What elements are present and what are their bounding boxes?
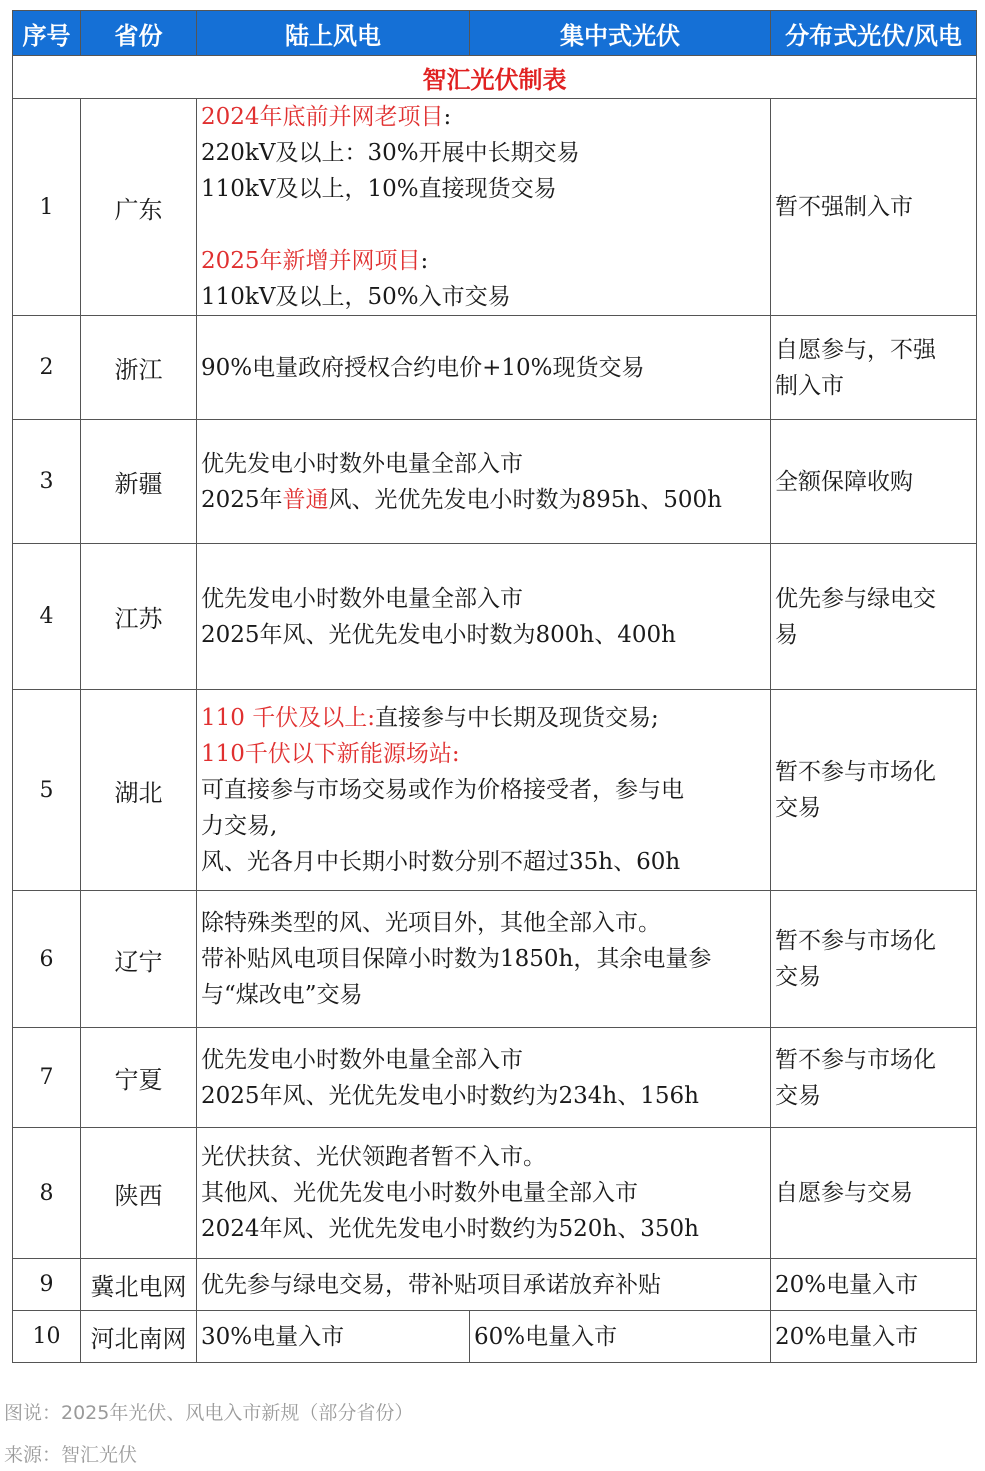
- policy-line: [201, 1042, 766, 1078]
- row-number: 4: [13, 544, 81, 690]
- policy-text: 90%电量政府授权合约电价+10%现货交易: [201, 354, 645, 381]
- policy-text: 优先发电小时数外电量全部入市: [201, 1046, 523, 1073]
- table-row: [13, 1128, 977, 1259]
- table-row: [13, 690, 977, 891]
- centralized-pv-cell: 60%电量入市: [470, 1311, 771, 1363]
- policy-line: [201, 99, 766, 135]
- row-number: 3: [13, 420, 81, 544]
- policy-text: 带补贴风电项目保障小时数为1850h，其余电量参: [201, 946, 712, 972]
- policy-text: 可直接参与市场交易或作为价格接受者，参与电: [201, 777, 684, 803]
- distributed-text: 交易: [775, 964, 821, 990]
- policy-cell: [197, 1259, 771, 1311]
- policy-cell: [197, 99, 771, 316]
- distributed-cell: [771, 420, 977, 544]
- policy-line: [201, 736, 766, 772]
- policy-text: 110kV及以上，50%入市交易: [201, 284, 511, 310]
- province-name: 江苏: [81, 544, 197, 690]
- province-name: 宁夏: [81, 1028, 197, 1128]
- policy-text: 220kV及以上：30%开展中长期交易: [201, 140, 580, 166]
- policy-line: [201, 279, 766, 315]
- policy-text: 2025年风、光优先发电小时数为800h、400h: [201, 621, 676, 648]
- distributed-text: 制入市: [775, 372, 844, 399]
- policy-text: 优先发电小时数外电量全部入市: [201, 450, 523, 477]
- policy-text: 其他风、光优先发电小时数外电量全部入市: [201, 1180, 638, 1206]
- policy-cell: [197, 1028, 771, 1128]
- highlight-text: 110千伏以下新能源场站:: [201, 741, 460, 767]
- province-name: 湖北: [81, 690, 197, 891]
- policy-line: [201, 977, 766, 1013]
- policy-line: [201, 135, 766, 171]
- policy-line: [201, 808, 766, 844]
- policy-line: [201, 700, 766, 736]
- row-number: 5: [13, 690, 81, 891]
- row-number: 6: [13, 891, 81, 1028]
- province-name: 陕西: [81, 1128, 197, 1259]
- row-number: 9: [13, 1259, 81, 1311]
- row-number: 10: [13, 1311, 81, 1363]
- policy-text: 风、光优先发电小时数为895h、500h: [328, 486, 722, 513]
- header-province: 省份: [81, 11, 197, 56]
- policy-text: :: [420, 248, 429, 274]
- policy-line: [201, 905, 766, 941]
- province-name: 新疆: [81, 420, 197, 544]
- table-row: [13, 891, 977, 1028]
- province-name: 浙江: [81, 316, 197, 420]
- policy-line: [201, 243, 766, 279]
- policy-text: 2024年风、光优先发电小时数约为520h、350h: [201, 1216, 699, 1242]
- policy-text: 2025年风、光优先发电小时数约为234h、156h: [201, 1082, 699, 1109]
- distributed-text: 自愿参与交易: [775, 1180, 913, 1206]
- policy-line: [201, 941, 766, 977]
- distributed-text: 暂不参与市场化: [775, 928, 936, 954]
- province-name: 辽宁: [81, 891, 197, 1028]
- policy-text: 优先参与绿电交易，带补贴项目承诺放弃补贴: [201, 1271, 661, 1298]
- policy-text: 力交易,: [201, 813, 278, 839]
- highlight-text: 普通: [282, 486, 329, 513]
- policy-line: [201, 581, 766, 617]
- header-onshore-wind: 陆上风电: [197, 11, 470, 56]
- policy-line: [201, 1175, 766, 1211]
- policy-text: 风、光各月中长期小时数分别不超过35h、60h: [201, 849, 681, 875]
- policy-line: [201, 350, 766, 386]
- policy-text: :: [443, 104, 452, 130]
- distributed-text: 易: [775, 621, 798, 648]
- policy-text: 110kV及以上，10%直接现货交易: [201, 176, 557, 202]
- policy-text: 2025年: [201, 486, 283, 513]
- figure-source: 来源：智汇光伏: [4, 1444, 138, 1466]
- distributed-cell: [771, 690, 977, 891]
- policy-cell: [197, 1128, 771, 1259]
- policy-cell: [197, 690, 771, 891]
- row-number: 8: [13, 1128, 81, 1259]
- table-row: [13, 544, 977, 690]
- distributed-text: 20%电量入市: [775, 1271, 919, 1298]
- header-row: [13, 11, 977, 56]
- policy-text: 与“煤改电”交易: [201, 982, 363, 1008]
- distributed-text: 暂不强制入市: [775, 194, 913, 220]
- table-row: [13, 420, 977, 544]
- header-centralized-pv: 集中式光伏: [470, 11, 771, 56]
- row-number: 2: [13, 316, 81, 420]
- distributed-cell: [771, 316, 977, 420]
- distributed-cell: [771, 99, 977, 316]
- row-number: 7: [13, 1028, 81, 1128]
- policy-table-container: [12, 10, 976, 1363]
- policy-text: 直接参与中长期及现货交易;: [374, 705, 659, 731]
- table-row: [13, 1311, 977, 1363]
- highlight-text: 110 千伏及以上:: [201, 705, 375, 731]
- brand-label: 智汇光伏制表: [13, 56, 977, 99]
- table-row: [13, 99, 977, 316]
- policy-line: [201, 772, 766, 808]
- distributed-text: 暂不参与市场化: [775, 759, 936, 785]
- province-name: 河北南网: [81, 1311, 197, 1363]
- table-row: [13, 1028, 977, 1128]
- policy-line: [201, 1078, 766, 1114]
- row-number: 1: [13, 99, 81, 316]
- brand-row: [13, 56, 977, 99]
- policy-cell: [197, 891, 771, 1028]
- highlight-text: 2025年新增并网项目: [201, 248, 421, 274]
- policy-cell: [197, 544, 771, 690]
- figure-caption: 图说：2025年光伏、风电入市新规（部分省份）: [4, 1402, 414, 1424]
- policy-line: [201, 1211, 766, 1247]
- policy-text: 光伏扶贫、光伏领跑者暂不入市。: [201, 1144, 546, 1170]
- distributed-cell: [771, 544, 977, 690]
- distributed-cell: 20%电量入市: [771, 1311, 977, 1363]
- policy-line: [201, 844, 766, 880]
- province-name: 冀北电网: [81, 1259, 197, 1311]
- policy-line: [201, 446, 766, 482]
- distributed-cell: [771, 1259, 977, 1311]
- line-gap: [201, 207, 766, 243]
- policy-line: [201, 171, 766, 207]
- header-distributed: 分布式光伏/风电: [771, 11, 977, 56]
- distributed-cell: [771, 1028, 977, 1128]
- distributed-text: 交易: [775, 1082, 821, 1109]
- table-row: [13, 316, 977, 420]
- policy-text: 优先发电小时数外电量全部入市: [201, 585, 523, 612]
- distributed-text: 自愿参与，不强: [775, 336, 936, 363]
- distributed-text: 暂不参与市场化: [775, 1046, 936, 1073]
- onshore-wind-cell: 30%电量入市: [197, 1311, 470, 1363]
- distributed-cell: [771, 891, 977, 1028]
- policy-cell: [197, 420, 771, 544]
- policy-cell: [197, 316, 771, 420]
- distributed-text: 交易: [775, 795, 821, 821]
- header-number: 序号: [13, 11, 81, 56]
- province-name: 广东: [81, 99, 197, 316]
- policy-line: [201, 1267, 766, 1303]
- policy-line: [201, 1139, 766, 1175]
- table-row: [13, 1259, 977, 1311]
- distributed-text: 全额保障收购: [775, 468, 913, 495]
- policy-table: [12, 10, 977, 1363]
- policy-text: 除特殊类型的风、光项目外，其他全部入市。: [201, 910, 661, 936]
- distributed-text: 优先参与绿电交: [775, 585, 936, 612]
- policy-line: [201, 482, 766, 518]
- distributed-cell: [771, 1128, 977, 1259]
- highlight-text: 2024年底前并网老项目: [201, 104, 444, 130]
- policy-line: [201, 617, 766, 653]
